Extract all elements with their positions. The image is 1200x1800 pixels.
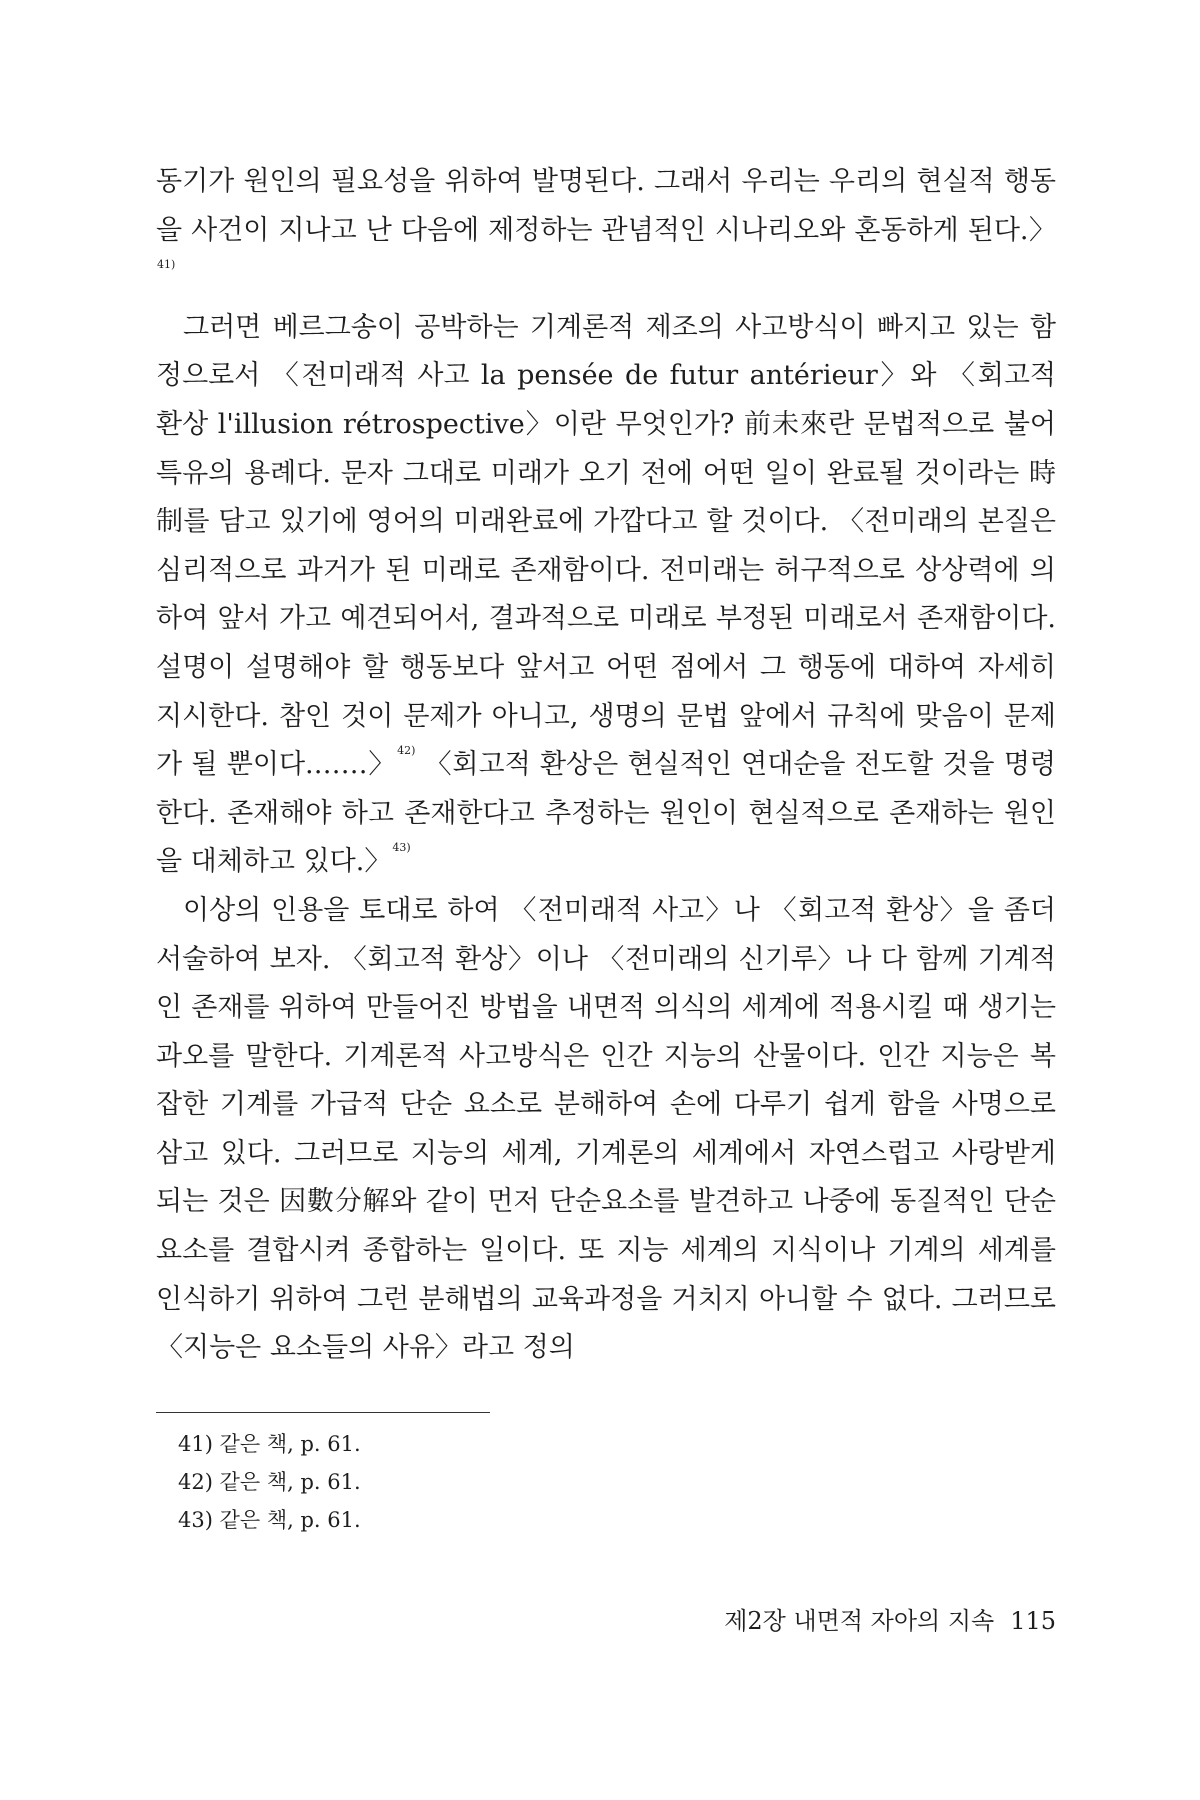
paragraph-1 [156,158,1056,304]
running-footer [724,1601,1056,1636]
footnote-ref-43: 43) [392,841,411,855]
paragraph-1-text: 동기가 원인의 필요성을 위하여 발명된다. 그래서 우리는 우리의 현실적 행동을 사건이 지나고 난 다음에 제정하는 관념적인 시나리오와 혼동하게 된다.〉 [156,166,1056,246]
page-number: 115 [1010,1607,1056,1635]
paragraph-2 [156,304,1056,887]
chapter-title: 제2장 내면적 자아의 지속 [724,1607,995,1635]
paragraph-2-text: 그러면 베르그송이 공박하는 기계론적 제조의 사고방식이 빠지고 있는 함정으로서 〈전미래적 사고 la pensée de futur antérieur〉와 〈회고적 환상 l'illusion rétrospective〉이란 무엇인가? 前未來란 문법적으로 불어 특유의 용례다. 문자 그대로 미래가 오기 전에 어떤 일이 완료될 것이라는 時制를 담고 있기에 영어의 미래완료에 가깝다고 할 것이다. 〈전미래의 본질은 심리적으로 과거가 된 미래로 존재함이다. 전미래는 허구적으로 상상력에 의하여 앞서 가고 예견되어서, 결과적으로 미래로 부정된 미래로서 존재함이다. 설명이 설명해야 할 행동보다 앞서고 어떤 점에서 그 행동에 대하여 자세히 지시한다. 참인 것이 문제가 아니고, 생명의 문법 앞에서 규칙에 맞음이 문제가 될 뿐이다.……〉 [156,311,1056,781]
paragraph-2-text-continued: 〈회고적 환상은 현실적인 연대순을 전도할 것을 명령한다. 존재해야 하고 존재한다고 추정하는 원인이 현실적으로 존재하는 원인을 대체하고 있다.〉 [156,749,1056,878]
footnote-41: 41) 같은 책, p. 61. [178,1432,361,1456]
footnotes [178,1425,361,1539]
footnote-43: 43) 같은 책, p. 61. [178,1508,361,1532]
body-text [156,158,1056,1373]
footnote-divider [156,1412,490,1413]
paragraph-3-text: 이상의 인용을 토대로 하여 〈전미래적 사고〉나 〈회고적 환상〉을 좀더 서술하여 보자. 〈회고적 환상〉이나 〈전미래의 신기루〉나 다 함께 기계적인 존재를 위하여 만들어진 방법을 내면적 의식의 세계에 적용시킬 때 생기는 과오를 말한다. 기계론적 사고방식은 인간 지능의 산물이다. 인간 지능은 복잡한 기계를 가급적 단순 요소로 분해하여 손에 다루기 쉽게 함을 사명으로 삼고 있다. 그러므로 지능의 세계, 기계론의 세계에서 자연스럽고 사랑받게 되는 것은 因數分解와 같이 먼저 단순요소를 발견하고 나중에 동질적인 단순 요소를 결합시켜 종합하는 일이다. 또 지능 세계의 지식이나 기계의 세계를 인식하기 위하여 그런 분해법의 교육과정을 거치지 아니할 수 없다. 그러므로 〈지능은 요소들의 사유〉라고 정의 [156,894,1056,1364]
footnote-ref-42: 42) [397,744,416,758]
footnote-42: 42) 같은 책, p. 61. [178,1470,361,1494]
footnote-ref-41: 41) [157,258,176,272]
paragraph-3 [156,887,1056,1373]
